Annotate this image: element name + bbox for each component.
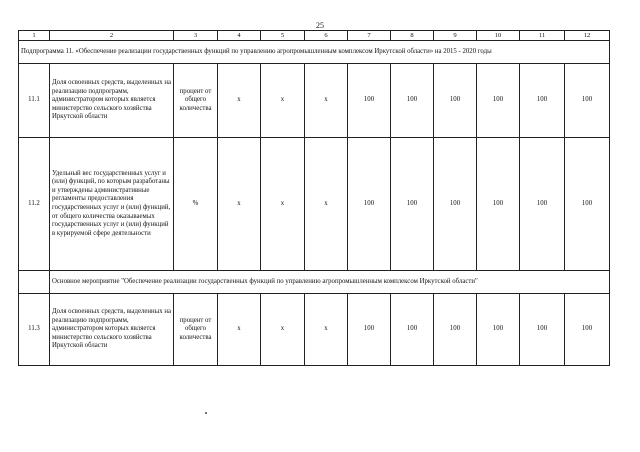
value-cell: х: [218, 138, 261, 271]
value-cell: х: [261, 64, 305, 138]
column-number: 4: [218, 31, 261, 41]
value-cell: 100: [477, 64, 520, 138]
value-cell: 100: [565, 64, 610, 138]
column-number: 8: [391, 31, 434, 41]
column-number: 1: [19, 31, 50, 41]
value-cell: 100: [391, 64, 434, 138]
row-number: 11.3: [19, 294, 50, 366]
unit-cell: процент от общего количества: [174, 294, 218, 366]
value-cell: 100: [520, 64, 565, 138]
value-cell: х: [218, 64, 261, 138]
column-number: 9: [434, 31, 477, 41]
value-cell: 100: [348, 294, 391, 366]
empty-cell: [19, 271, 50, 294]
value-cell: 100: [520, 294, 565, 366]
row-number: 11.1: [19, 64, 50, 138]
value-cell: х: [261, 138, 305, 271]
value-cell: х: [305, 294, 348, 366]
column-number: 5: [261, 31, 305, 41]
row-number: 11.2: [19, 138, 50, 271]
page-number: 25: [316, 21, 324, 30]
value-cell: х: [261, 294, 305, 366]
column-number: 7: [348, 31, 391, 41]
scan-speck: [205, 412, 207, 414]
subprogram-row: [19, 41, 610, 64]
value-cell: 100: [477, 138, 520, 271]
indicator-name: Удельный вес государственных услуг и (или) функций, по которым разработаны и утверждены административные регламенты предоставления государственных услуг и (или) функций, от общего количества оказываемых государственных услуг и (или) функций в курируемой сфере деятельности: [50, 138, 174, 271]
section-title: Основное мероприятие "Обеспечение реализации государственных функций по управлению агропромышленным комплексом Иркутской области": [50, 271, 610, 294]
subprogram-title: Подпрограмма 11. «Обеспечение реализации государственных функций по управлению агропромышленным комплексом Иркутской области» на 2015 - 2020 годы: [19, 41, 610, 64]
value-cell: 100: [391, 294, 434, 366]
section-row: [19, 271, 610, 294]
value-cell: 100: [434, 294, 477, 366]
column-number: 12: [565, 31, 610, 41]
value-cell: 100: [565, 138, 610, 271]
value-cell: 100: [565, 294, 610, 366]
value-cell: 100: [348, 138, 391, 271]
unit-cell: процент от общего количества: [174, 64, 218, 138]
value-cell: 100: [477, 294, 520, 366]
column-number-row: [19, 31, 610, 41]
column-number: 11: [520, 31, 565, 41]
unit-cell: %: [174, 138, 218, 271]
indicator-name: Доля освоенных средств, выделенных на реализацию подпрограмм, администратором которых является министерство сельского хозяйства Иркутской области: [50, 294, 174, 366]
table-row: [19, 138, 610, 271]
value-cell: 100: [434, 64, 477, 138]
indicator-name: Доля освоенных средств, выделенных на реализацию подпрограмм, администратором которых является министерство сельского хозяйства Иркутской области: [50, 64, 174, 138]
column-number: 3: [174, 31, 218, 41]
column-number: 2: [50, 31, 174, 41]
value-cell: 100: [520, 138, 565, 271]
value-cell: 100: [434, 138, 477, 271]
indicators-table: [18, 30, 610, 366]
value-cell: 100: [391, 138, 434, 271]
value-cell: х: [218, 294, 261, 366]
value-cell: х: [305, 138, 348, 271]
value-cell: х: [305, 64, 348, 138]
table-row: [19, 294, 610, 366]
table-row: [19, 64, 610, 138]
value-cell: 100: [348, 64, 391, 138]
column-number: 10: [477, 31, 520, 41]
column-number: 6: [305, 31, 348, 41]
